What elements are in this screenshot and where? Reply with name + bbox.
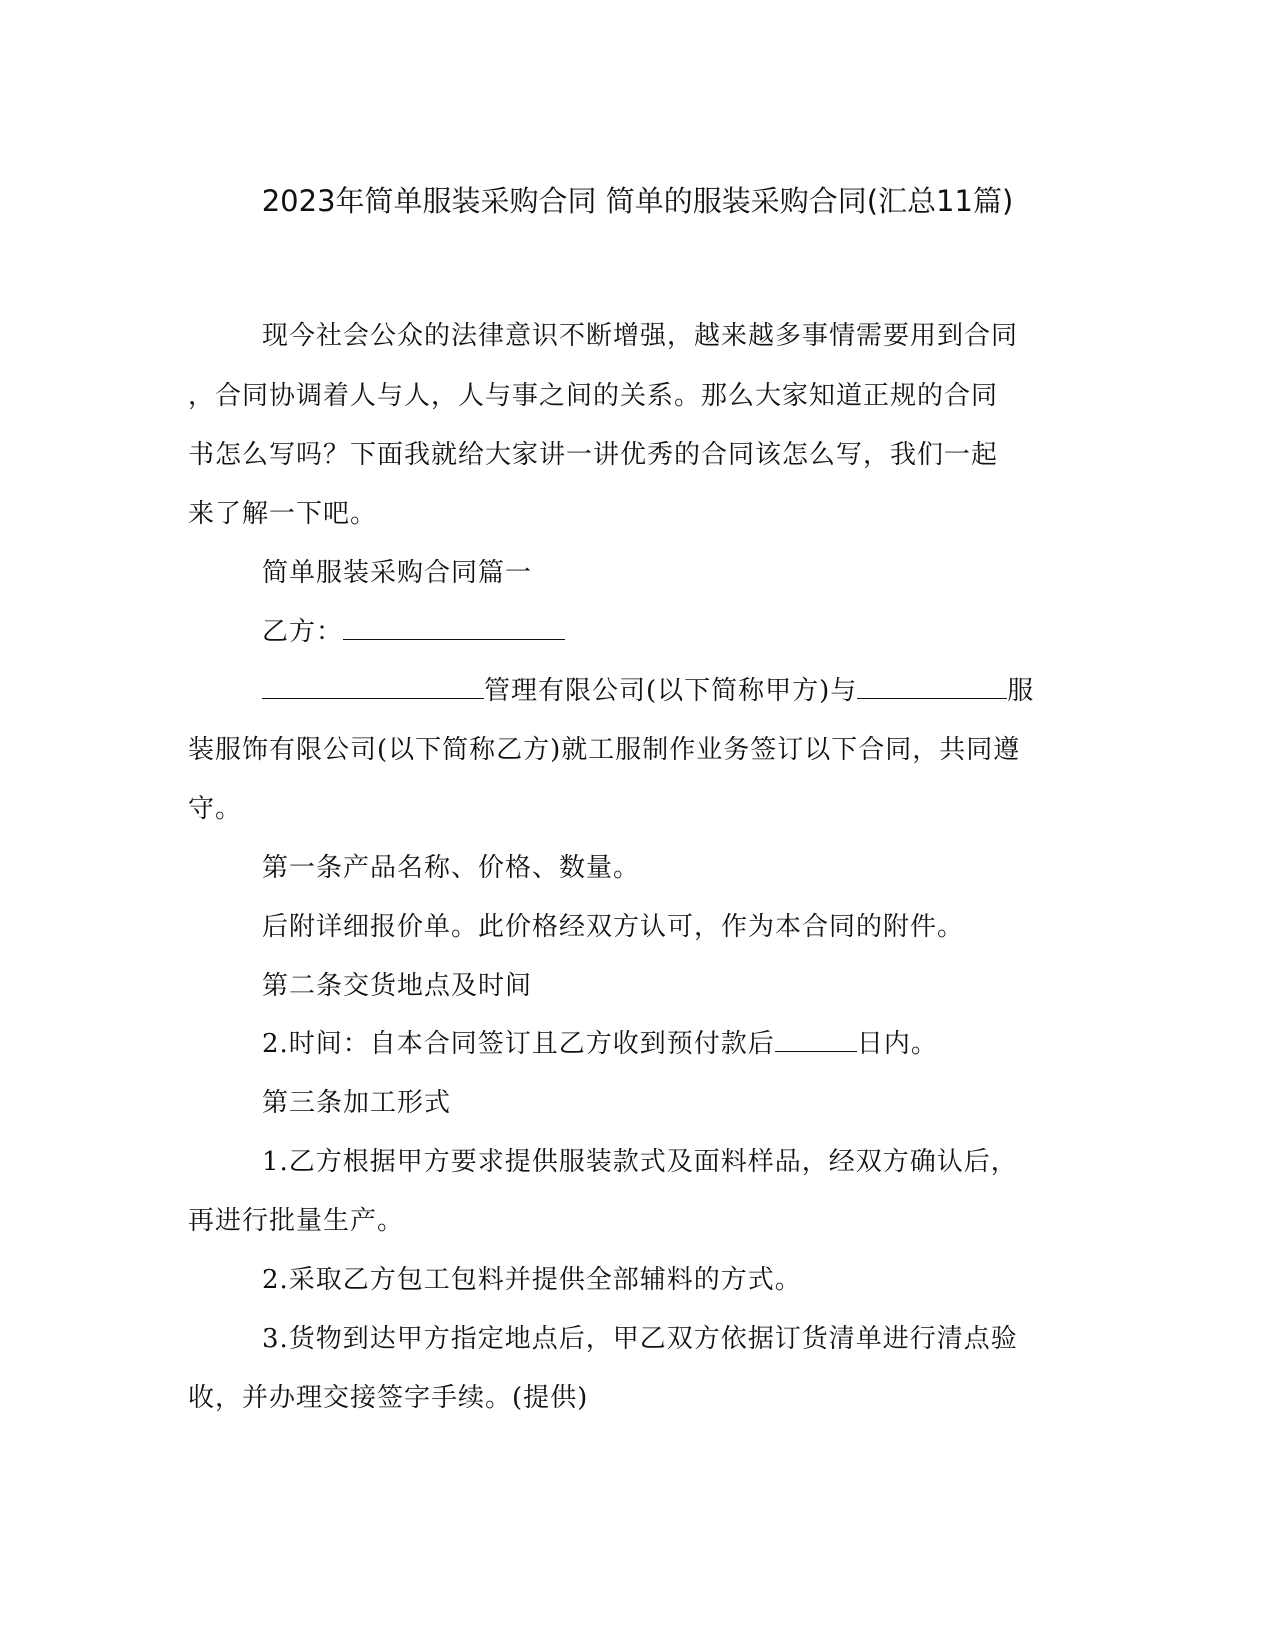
document-title: 2023年简单服装采购合同 简单的服装采购合同(汇总11篇) bbox=[261, 184, 1014, 218]
parties-line-1-end: 服 bbox=[1007, 676, 1035, 706]
intro-line-1: 现今社会公众的法律意识不断增强，越来越多事情需要用到合同 bbox=[262, 321, 1019, 351]
party-b-line bbox=[188, 602, 1142, 663]
parties-line-3: 守。 bbox=[188, 794, 243, 824]
article-3-item-3-line-1: 3.货物到达甲方指定地点后，甲乙双方依据订货清单进行清点验 bbox=[262, 1324, 1018, 1354]
days-blank[interactable] bbox=[775, 1029, 857, 1052]
section-heading: 简单服装采购合同篇一 bbox=[262, 558, 533, 588]
article-1-text: 后附详细报价单。此价格经双方认可，作为本合同的附件。 bbox=[262, 912, 965, 942]
article-3-item-1-line-2: 再进行批量生产。 bbox=[188, 1206, 405, 1236]
article-2-time bbox=[188, 1014, 1142, 1075]
party-a-blank[interactable] bbox=[262, 676, 484, 699]
intro-line-3: 书怎么写吗？下面我就给大家讲一讲优秀的合同该怎么写，我们一起 bbox=[188, 440, 999, 470]
article-2-heading: 第二条交货地点及时间 bbox=[262, 971, 533, 1001]
article-3-item-1-line-1: 1.乙方根据甲方要求提供服装款式及面料样品，经双方确认后， bbox=[262, 1147, 1018, 1177]
article-1-heading: 第一条产品名称、价格、数量。 bbox=[262, 853, 641, 883]
intro-line-2: ，合同协调着人与人，人与事之间的关系。那么大家知道正规的合同 bbox=[188, 381, 999, 411]
article-2-time-text: 2.时间：自本合同签订且乙方收到预付款后 bbox=[262, 1029, 775, 1059]
parties-line-1 bbox=[188, 661, 1142, 722]
party-b-blank[interactable] bbox=[343, 617, 565, 640]
parties-line-2: 装服饰有限公司(以下简称乙方)就工服制作业务签订以下合同，共同遵 bbox=[188, 735, 1021, 765]
article-3-heading: 第三条加工形式 bbox=[262, 1088, 452, 1118]
parties-line-1-text: 管理有限公司(以下简称甲方)与 bbox=[484, 676, 858, 706]
party-b-label: 乙方： bbox=[262, 617, 344, 647]
article-2-time-end: 日内。 bbox=[856, 1029, 938, 1059]
party-b-company-blank[interactable] bbox=[857, 676, 1007, 699]
article-3-item-3-line-2: 收，并办理交接签字手续。(提供) bbox=[188, 1383, 589, 1413]
article-3-item-2: 2.采取乙方包工包料并提供全部辅料的方式。 bbox=[262, 1265, 802, 1295]
intro-line-4: 来了解一下吧。 bbox=[188, 499, 378, 529]
